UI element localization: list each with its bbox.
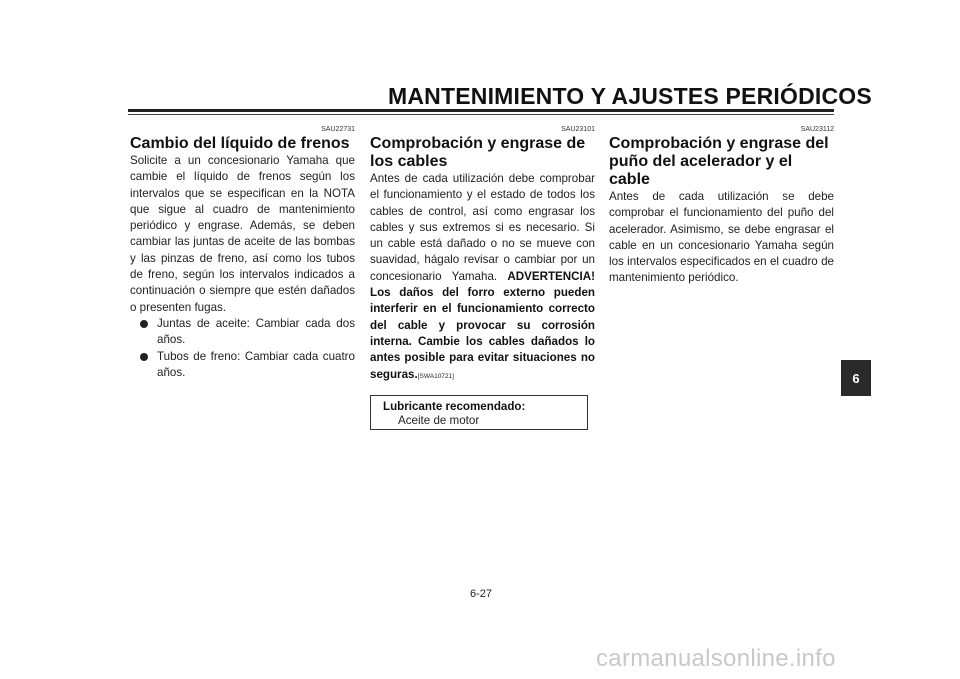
list-item-text: Juntas de aceite: Cambiar cada dos años. xyxy=(157,316,355,347)
section-body: Antes de cada utilización se debe comprobar el funcionamiento del puño del acelerador. Asimismo, se debe engrasar el cable en un concesionario Yamaha según los intervalos especificados en el cuadro de mantenimiento periódico. xyxy=(609,190,834,285)
bullet-icon xyxy=(140,320,148,328)
section-code: SAU22731 xyxy=(321,126,355,133)
section-body xyxy=(370,171,595,385)
header-rule xyxy=(128,109,834,112)
list-item-text: Tubos de freno: Cambiar cada cuatro años. xyxy=(157,349,355,379)
lubricant-label: Lubricante recomendado: xyxy=(383,399,526,413)
section-cables xyxy=(370,124,595,430)
chapter-tab: 6 xyxy=(841,360,871,396)
page-title: MANTENIMIENTO Y AJUSTES PERIÓDICOS xyxy=(388,83,872,109)
warning-code: [SWA10721] xyxy=(417,372,454,380)
section-heading: Comprobación y engrase del puño del acelerador y el cable xyxy=(609,135,829,188)
section-throttle xyxy=(609,124,834,287)
section-code: SAU23112 xyxy=(800,126,834,133)
section-code: SAU23101 xyxy=(561,126,595,133)
section-brake-fluid xyxy=(130,124,355,381)
lubricant-box xyxy=(370,395,588,430)
page-number: 6-27 xyxy=(469,588,493,600)
list-item xyxy=(130,316,355,349)
bullet-icon xyxy=(140,353,148,361)
section-heading: Comprobación y engrase de los cables xyxy=(370,135,586,170)
bullet-list xyxy=(130,316,355,381)
section-heading: Cambio del líquido de frenos xyxy=(130,135,350,152)
section-body: Solicite a un concesionario Yamaha que cambie el líquido de frenos según los intervalos que se especifican en la NOTA que sigue al cuadro de mantenimiento periódico y engrase. Además, se deben cambiar las juntas de aceite de las bombas y las pinzas de freno, así como los tubos de freno, según los intervalos indicados a continuación o siempre que estén dañados o presenten fugas. xyxy=(130,154,355,314)
section-body-text: Antes de cada utilización debe comprobar el funcionamiento y el estado de todos los cables de control, así como engrasar los cables y sus extremos si es necesario. Si un cable está dañado o no se mueve con suavidad, hágalo revisar o cambiar por un concesionario Yamaha. xyxy=(370,172,595,283)
header-rule-thin xyxy=(128,114,834,115)
list-item xyxy=(130,349,355,382)
warning-text: ADVERTENCIA! Los daños del forro externo pueden interferir en el funcionamiento correcto del cable y provocar su corrosión interna. Cambie los cables dañados lo antes posible para evitar situaciones no seguras. xyxy=(370,269,595,381)
watermark: carmanualsonline.info xyxy=(596,645,836,672)
lubricant-value: Aceite de motor xyxy=(398,413,480,427)
